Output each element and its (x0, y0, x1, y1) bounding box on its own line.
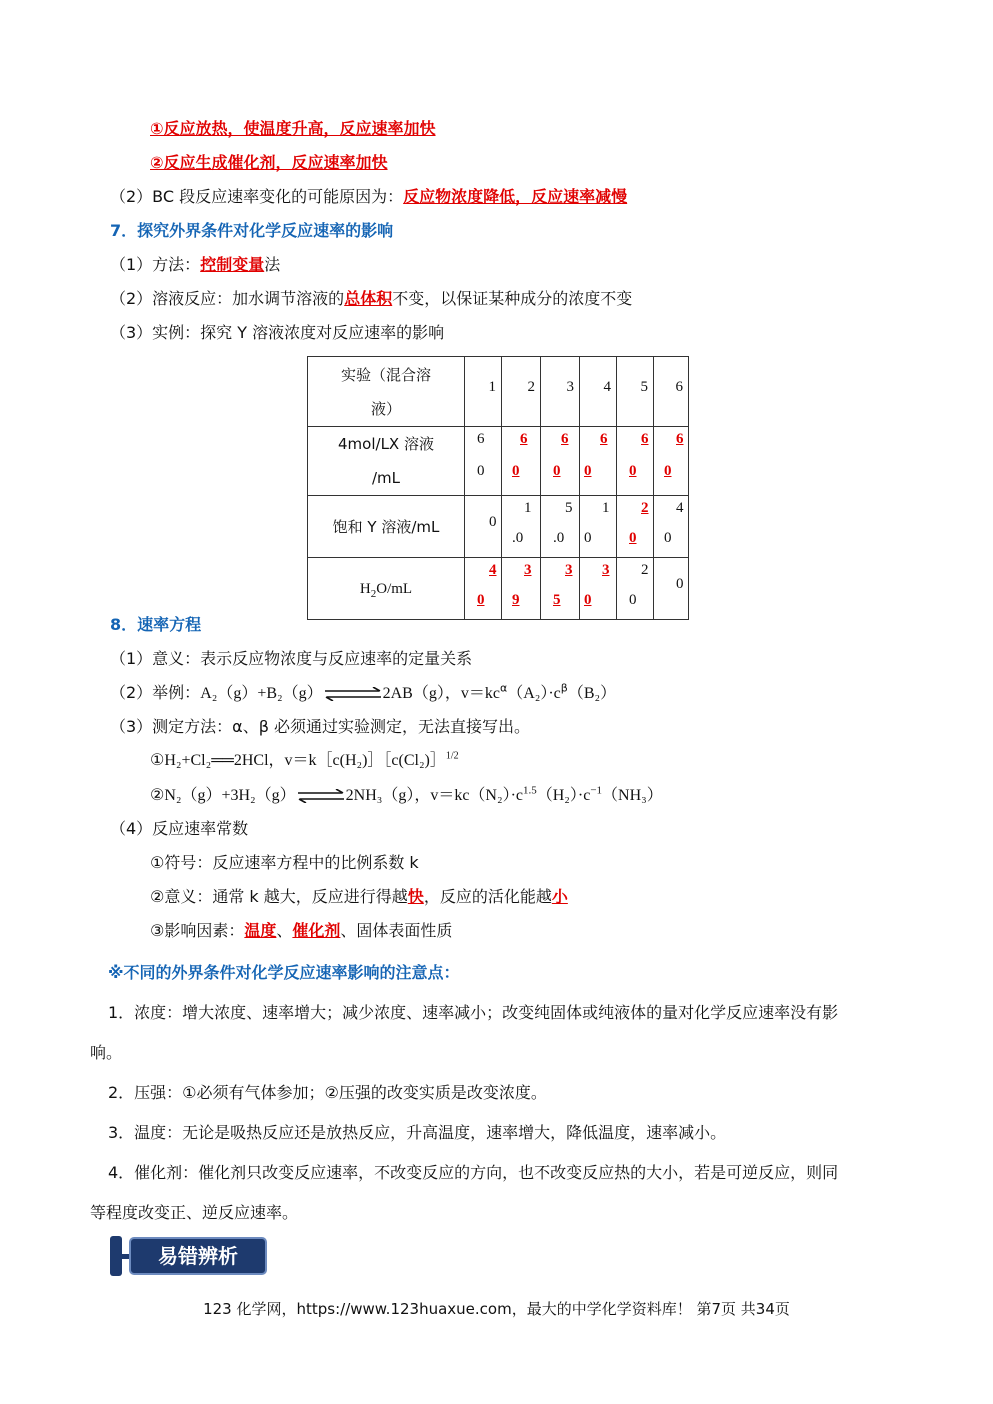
factors-line: ③影响因素：温度、催化剂、固体表面性质 (150, 921, 453, 940)
table-header-label: 实验（混合溶 液） (308, 357, 465, 427)
example-nh3: ②N₂（g）+3H₂（g） 2NH₃（g），$v=kc(N_2)\cdot c^{1.5}(H_2)\cdot c^{-1}(NH_3)$ (150, 784, 663, 804)
example-hcl: ①H₂+Cl₂══2HCl，v＝k［c(H₂)］［c(Cl₂)］$^{1/2}$ (150, 750, 459, 769)
example-line: （3）实例：探究 Y 溶液浓度对反应速率的影响 (110, 323, 445, 342)
method-line: （1）方法：控制变量法 (110, 255, 281, 274)
equilibrium-arrow-icon (323, 687, 383, 701)
cell-x-5: 6 0 (617, 427, 654, 496)
cell-x-4: 6 0 (580, 427, 617, 496)
cell-h2o-5: 2 0 (617, 558, 654, 620)
cell-x-2: 6 0 (502, 427, 541, 496)
cell-y-4: 1 0 (580, 496, 617, 558)
cell-h2o-2: 3 9 (502, 558, 541, 620)
cell-x-3: 6 0 (541, 427, 580, 496)
page-footer: 123 化学网，https://www.123huaxue.com，最大的中学化学资料库！ 第7页 共34页 (203, 1300, 790, 1318)
meaning-line: （1）意义：表示反应物浓度与反应速率的定量关系 (110, 649, 473, 668)
cell-y-3: 5 .0 (541, 496, 580, 558)
equilibrium-arrow-icon (296, 789, 346, 803)
cell-y-5: 2 0 (617, 496, 654, 558)
section-8-heading: 8．速率方程 (110, 615, 202, 634)
answer-line-2: ②反应生成催化剂，反应速率加快 (150, 153, 388, 172)
row-label-h2o: $H_2O/mL$ (308, 558, 465, 620)
exp-num-3: 3 (541, 357, 580, 427)
cell-h2o-1: 4 0 (465, 558, 502, 620)
measure-line: （3）测定方法：α、β 必须通过实验测定，无法直接写出。 (110, 717, 531, 736)
table-row (308, 427, 689, 496)
symbol-line: ①符号：反应速率方程中的比例系数 k (150, 853, 419, 872)
cell-h2o-4: 3 0 (580, 558, 617, 620)
cell-y-6: 4 0 (654, 496, 689, 558)
rate-constant-heading: （4）反应速率常数 (110, 819, 249, 838)
cell-y-1: 0 (465, 496, 502, 558)
table-row (308, 357, 689, 427)
cell-x-1: 6 0 (465, 427, 502, 496)
note-1-line-2: 响。 (90, 1043, 123, 1062)
experiment-table (307, 356, 689, 620)
table-row (308, 496, 689, 558)
exp-num-6: 6 (654, 357, 689, 427)
note-1-line-1: 1．浓度：增大浓度、速率增大；减少浓度、速率减小；改变纯固体或纯液体的量对化学反应速率没有影 (108, 1003, 839, 1022)
cell-h2o-6: 0 (654, 558, 689, 620)
row-label-y: 饱和 Y 溶液/mL (308, 496, 465, 558)
exp-num-5: 5 (617, 357, 654, 427)
note-3: 3．温度：无论是吸热反应还是放热反应，升高温度，速率增大，降低温度，速率减小。 (108, 1123, 727, 1142)
cell-x-6: 6 0 (654, 427, 689, 496)
row-label-x: 4mol/LX 溶液 /mL (308, 427, 465, 496)
exp-num-4: 4 (580, 357, 617, 427)
exp-num-1: 1 (465, 357, 502, 427)
answer-line-1: ①反应放热，使温度升高，反应速率加快 (150, 119, 436, 138)
example-rate-line: （2）举例：A₂（g）+B₂（g） 2AB（g），$v=kc^\alpha(A_2)\cdot c^\beta(B_2)$ (110, 681, 617, 702)
exp-num-2: 2 (502, 357, 541, 427)
note-4-line-1: 4．催化剂：催化剂只改变反应速率，不改变反应的方向，也不改变反应热的大小，若是可逆反应，则同 (108, 1163, 839, 1182)
cell-h2o-3: 3 5 (541, 558, 580, 620)
note-4-line-2: 等程度改变正、逆反应速率。 (90, 1203, 299, 1222)
badge-label: 易错辨析 (158, 1244, 238, 1268)
section-7-heading: 7．探究外界条件对化学反应速率的影响 (110, 221, 394, 240)
section-badge (108, 1234, 268, 1278)
question-bc: （2）BC 段反应速率变化的可能原因为：反应物浓度降低，反应速率减慢 (110, 187, 628, 206)
notes-heading: ※不同的外界条件对化学反应速率影响的注意点： (108, 963, 460, 982)
cell-y-2: 1 .0 (502, 496, 541, 558)
solution-line: （2）溶液反应：加水调节溶液的总体积不变，以保证某种成分的浓度不变 (110, 289, 633, 308)
significance-line: ②意义：通常 k 越大，反应进行得越快，反应的活化能越小 (150, 887, 568, 906)
note-2: 2．压强：①必须有气体参加；②压强的改变实质是改变浓度。 (108, 1083, 547, 1102)
table-row (308, 558, 689, 620)
